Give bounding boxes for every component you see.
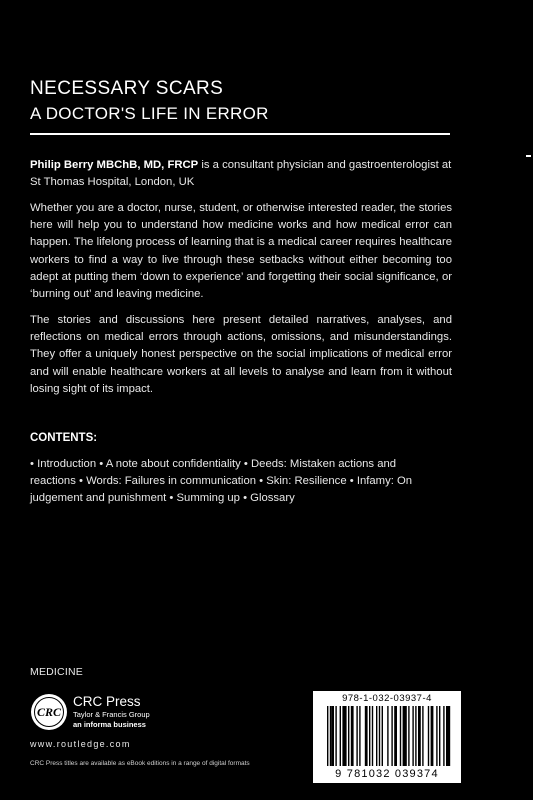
isbn-label: 978-1-032-03937-4 xyxy=(342,693,432,704)
barcode-bar xyxy=(443,706,444,766)
crc-logo-text: CRC xyxy=(36,705,62,719)
barcode-bar xyxy=(365,706,368,766)
barcode-bar xyxy=(391,706,392,766)
barcode-bar xyxy=(422,706,423,766)
barcode-bar xyxy=(382,706,383,766)
barcode-digits: 9 781032 039374 xyxy=(335,768,439,780)
barcode-bar xyxy=(376,706,377,766)
contents-heading: CONTENTS: xyxy=(30,432,98,444)
title-divider xyxy=(30,133,450,135)
edge-mark xyxy=(526,155,531,157)
barcode-bar xyxy=(330,706,331,766)
author-name: Philip Berry MBChB, MD, FRCP xyxy=(30,159,199,171)
description-paragraph-1: Whether you are a doctor, nurse, student, or otherwise interested reader, the stories here will help you to understand how medicine works and how medical error can happen. The lifelong process of learning that is a medical career requires healthcare workers to find a way to live through these setbacks without either becoming too adept at putting them ‘down to experience’ and forgetting their social significance, or ‘burning out’ and leaving medicine. xyxy=(30,202,452,301)
description-paragraph-2: The stories and discussions here present detailed narratives, analyses, and reflections on medical errors through actions, omissions, and misunderstandings. They offer a uniquely honest perspective on the social implications of medical error and will enable healthcare workers at all levels to analyse and learn from it without losing sight of its impact. xyxy=(30,314,452,395)
barcode-bar xyxy=(335,706,336,766)
author-bio xyxy=(30,157,452,191)
isbn-barcode xyxy=(313,691,461,783)
barcode-bar xyxy=(340,706,341,766)
barcode-bar xyxy=(342,706,346,766)
barcode-bar xyxy=(431,706,434,766)
barcode-bar xyxy=(359,706,360,766)
barcode-bar xyxy=(412,706,413,766)
barcode-bar xyxy=(372,706,373,766)
publisher-informa: an informa business xyxy=(73,720,146,729)
barcode-bar xyxy=(369,706,370,766)
author-bio-text: is a consultant physician and gastroenterologist at St Thomas Hospital, London, UK xyxy=(30,159,452,189)
barcode-bar xyxy=(331,706,334,766)
publisher-website[interactable]: www.routledge.com xyxy=(30,739,131,749)
contents-list: • Introduction • A note about confidentiality • Deeds: Mistaken actions and reactions • Words: Failures in communication • Skin: Resilience • Infamy: On judgement and punishment • Summing up • Glossary xyxy=(30,458,413,505)
barcode-bar xyxy=(428,706,429,766)
barcode-bar xyxy=(356,706,357,766)
publisher-block xyxy=(30,693,280,743)
publisher-group: Taylor & Francis Group xyxy=(73,710,150,719)
barcode-bar xyxy=(408,706,409,766)
barcode-bar xyxy=(351,706,354,766)
barcode-bar xyxy=(439,706,440,766)
barcode-bar xyxy=(436,706,437,766)
barcode-bar xyxy=(327,706,328,766)
barcode-bar xyxy=(446,706,450,766)
barcode-bar xyxy=(348,706,349,766)
barcode-bar xyxy=(400,706,401,766)
barcode-bar xyxy=(394,706,397,766)
book-subtitle: A DOCTOR'S LIFE IN ERROR xyxy=(30,104,269,123)
barcode-bar xyxy=(379,706,380,766)
barcode-bar xyxy=(387,706,388,766)
category-label: MEDICINE xyxy=(30,666,83,678)
crc-logo-icon xyxy=(30,693,68,731)
book-title: NECESSARY SCARS xyxy=(30,78,224,99)
ebook-note: CRC Press titles are available as eBook editions in a range of digital formats xyxy=(30,760,250,767)
barcode-bar xyxy=(415,706,416,766)
barcode-bar xyxy=(418,706,421,766)
barcode-bar xyxy=(403,706,407,766)
publisher-name: CRC Press xyxy=(73,694,141,709)
